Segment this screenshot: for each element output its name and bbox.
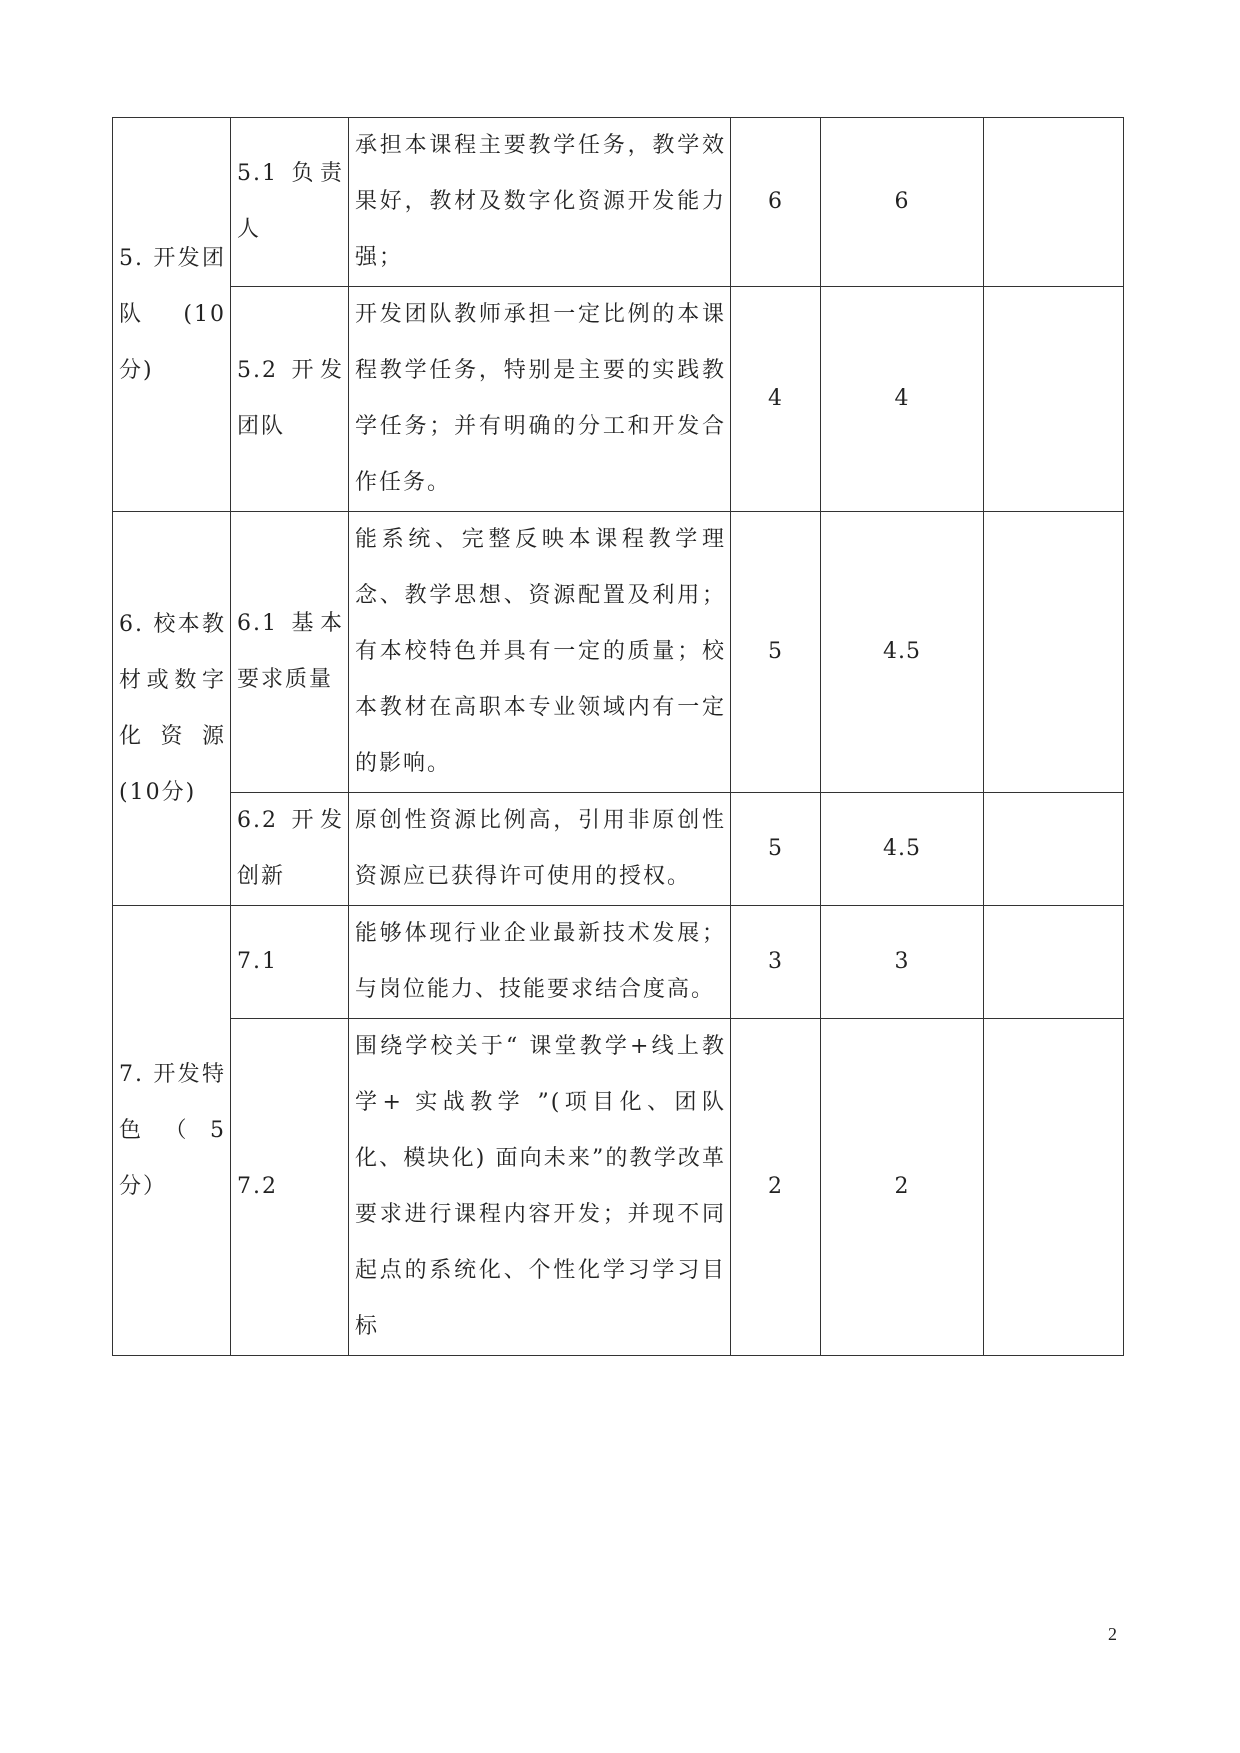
category-text: 7. 开发特色（5 分） xyxy=(119,1061,226,1199)
description-text: 围绕学校关于“ 课堂教学+线上教学+ 实战教学 ”(项目化、团队化、模块化) 面向未来”的教学改革要求进行课程内容开发；并现不同起点的系统化、个性化学习学习目标 xyxy=(355,1034,726,1339)
note-cell xyxy=(984,512,1124,793)
max-score-cell: 4 xyxy=(731,287,821,512)
table-row xyxy=(113,906,1124,1019)
table-row xyxy=(113,1019,1124,1356)
max-score-cell: 2 xyxy=(731,1019,821,1356)
subitem-text: 7.1 xyxy=(237,949,278,974)
description-cell xyxy=(349,118,731,287)
max-score-cell: 6 xyxy=(731,118,821,287)
table-row xyxy=(113,512,1124,793)
description-text: 承担本课程主要教学任务，教学效果好，教材及数字化资源开发能力强； xyxy=(355,133,726,270)
subitem-text: 6.2 开发创新 xyxy=(237,808,344,889)
note-cell xyxy=(984,118,1124,287)
max-score-cell: 5 xyxy=(731,512,821,793)
page-number: 2 xyxy=(1108,1624,1117,1644)
evaluation-table xyxy=(112,117,1124,1356)
subitem-text: 5.2 开发团队 xyxy=(237,358,344,439)
note-cell xyxy=(984,793,1124,906)
description-text: 开发团队教师承担一定比例的本课程教学任务，特别是主要的实践教学任务；并有明确的分工和开发合作任务。 xyxy=(355,302,726,495)
table-row xyxy=(113,118,1124,287)
subitem-cell xyxy=(231,512,349,793)
category-cell xyxy=(113,906,231,1356)
table-row xyxy=(113,287,1124,512)
description-cell xyxy=(349,1019,731,1356)
subitem-text: 5.1 负责人 xyxy=(237,161,344,242)
max-score-cell: 5 xyxy=(731,793,821,906)
subitem-cell xyxy=(231,906,349,1019)
note-cell xyxy=(984,906,1124,1019)
category-cell xyxy=(113,512,231,906)
subitem-cell xyxy=(231,1019,349,1356)
awarded-score-cell: 4.5 xyxy=(821,512,984,793)
table-row xyxy=(113,793,1124,906)
awarded-score-cell: 4.5 xyxy=(821,793,984,906)
awarded-score-cell: 6 xyxy=(821,118,984,287)
description-cell xyxy=(349,906,731,1019)
description-text: 能够体现行业企业最新技术发展；与岗位能力、技能要求结合度高。 xyxy=(355,921,726,1002)
description-text: 能系统、完整反映本课程教学理念、教学思想、资源配置及利用；有本校特色并具有一定的质量；校本教材在高职本专业领域内有一定的影响。 xyxy=(355,527,726,776)
note-cell xyxy=(984,287,1124,512)
max-score-cell: 3 xyxy=(731,906,821,1019)
note-cell xyxy=(984,1019,1124,1356)
subitem-text: 7.2 xyxy=(237,1174,278,1199)
description-cell xyxy=(349,793,731,906)
subitem-cell xyxy=(231,118,349,287)
awarded-score-cell: 3 xyxy=(821,906,984,1019)
category-text: 6. 校本教材或数字化资源(10分) xyxy=(119,611,226,805)
subitem-cell xyxy=(231,287,349,512)
description-text: 原创性资源比例高，引用非原创性资源应已获得许可使用的授权。 xyxy=(355,808,726,889)
description-cell xyxy=(349,287,731,512)
awarded-score-cell: 4 xyxy=(821,287,984,512)
subitem-cell xyxy=(231,793,349,906)
subitem-text: 6.1 基本要求质量 xyxy=(237,611,344,692)
category-cell xyxy=(113,118,231,512)
description-cell xyxy=(349,512,731,793)
category-text: 5. 开发团队(10 分) xyxy=(119,245,226,383)
awarded-score-cell: 2 xyxy=(821,1019,984,1356)
